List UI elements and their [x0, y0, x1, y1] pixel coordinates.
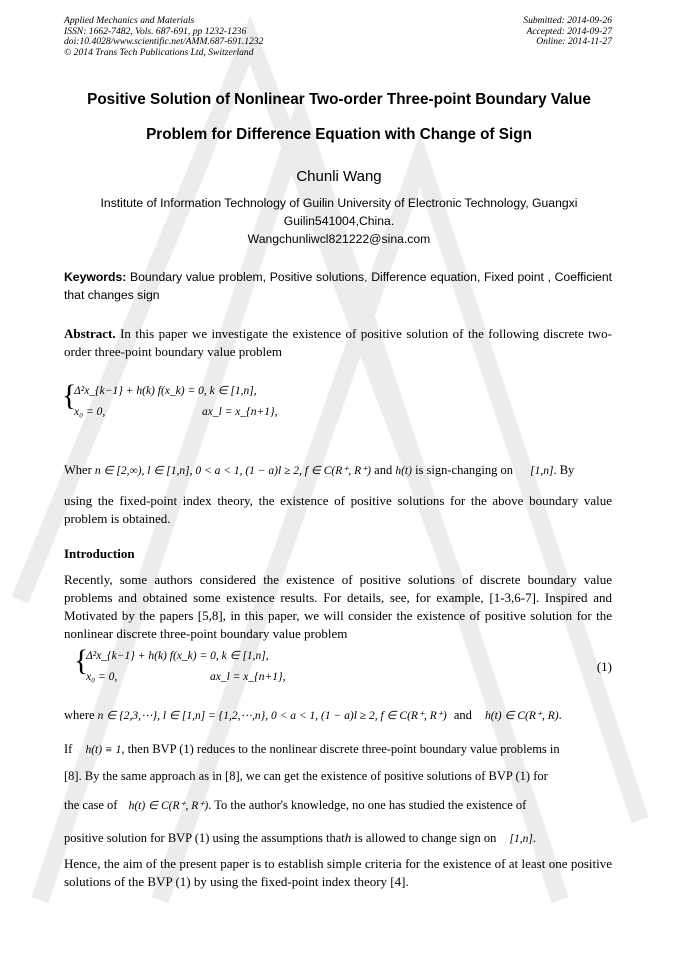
- equation-line-2a: x₀ = 0,: [74, 406, 106, 418]
- change-sign-text: is allowed to change sign on: [354, 831, 497, 845]
- h-identity: h(t) ≡ 1: [85, 744, 122, 756]
- where-conditions: n ∈ {2,3,⋯}, l ∈ [1,n] = {1,2,⋯,n}, 0 < a < 1, (1 − a)l ≥ 2, f ∈ C(R⁺, R⁺): [97, 710, 447, 722]
- abstract: [64, 325, 612, 361]
- affiliation-line-1: Institute of Information Technology of Guilin University of Electronic Technology, Guangxi: [100, 196, 578, 210]
- abstract-label: Abstract.: [64, 326, 116, 341]
- equation-1-line-1: Δ²x_{k−1} + h(k) f(x_k) = 0, k ∈ [1,n],: [86, 650, 269, 662]
- dates-header: [523, 16, 612, 48]
- case-rest: . To the author's knowledge, no one has studied the existence of: [208, 798, 527, 812]
- keywords-text: Boundary value problem, Positive solutions, Difference equation, Fixed point , Coefficient that changes sign: [64, 270, 612, 302]
- period: .: [532, 831, 536, 845]
- where-conditions: n ∈ [2,∞), l ∈ [1,n], 0 < a < 1, (1 − a)l ≥ 2, f ∈ C(R⁺, R⁺): [94, 465, 372, 477]
- issn-line: ISSN: 1662-7482, Vols. 687-691, pp 1232-1236: [64, 25, 247, 37]
- if-line: [64, 742, 560, 757]
- sign-changing-text: is sign-changing on: [415, 463, 513, 477]
- if-rest: , then BVP (1) reduces to the nonlinear discrete three-point boundary value problems in: [121, 742, 560, 756]
- h-function: h(t): [395, 465, 412, 477]
- introduction-paragraph: Recently, some authors considered the existence of positive solutions of discrete boundary value problems and obtained some existence results. For details, see, for example, [1-3,6-7]. Inspired and Motivated by the papers [5,8], in this paper, we will consider the existence of positive solution for the nonlinear discrete three-point boundary value problem: [64, 572, 612, 641]
- h-symbol: h: [344, 830, 352, 845]
- doi-line: doi:10.4028/www.scientific.net/AMM.687-691.1232: [64, 36, 264, 48]
- equation-brace: {: [62, 379, 77, 412]
- if-word: If: [64, 742, 73, 756]
- keywords: [64, 268, 612, 304]
- journal-header: [64, 16, 263, 58]
- equation-number: (1): [596, 659, 612, 674]
- and-word: and: [453, 708, 472, 722]
- equation-line-2b: ax_l = x_{n+1},: [202, 406, 278, 418]
- assumptions-line: [64, 830, 536, 846]
- copyright-line: © 2014 Trans Tech Publications Ltd, Switzerland: [64, 46, 254, 58]
- interval: [1,n]: [509, 833, 533, 845]
- paper-title-line-2: Problem for Difference Equation with Change of Sign: [146, 126, 532, 143]
- by-text: . By: [553, 463, 575, 477]
- abstract-where-line: [64, 463, 574, 478]
- submitted-date: Submitted: 2014-09-26: [523, 15, 612, 26]
- assumptions-text: positive solution for BVP (1) using the assumptions that: [64, 831, 345, 845]
- author-name: Chunli Wang: [296, 168, 382, 185]
- approach-line: [8]. By the same approach as in [8], we can get the existence of positive solutions of BVP (1) for: [64, 769, 548, 783]
- case-text: the case of: [64, 798, 118, 812]
- paper-title-line-1: Positive Solution of Nonlinear Two-order Three-point Boundary Value: [87, 91, 591, 108]
- online-date: Online: 2014-11-27: [536, 36, 612, 48]
- and-word: and: [374, 463, 393, 477]
- aim-paragraph: Hence, the aim of the present paper is to establish simple criteria for the existence of at least one positive solutions of the BVP (1) by using the fixed-point index theory [4].: [64, 856, 612, 889]
- abstract-conclusion: using the fixed-point index theory, the existence of positive solutions for the above boundary value problem is obtained.: [64, 493, 612, 526]
- equation-line-1: Δ²x_{k−1} + h(k) f(x_k) = 0, k ∈ [1,n],: [74, 385, 257, 397]
- introduction-heading: Introduction: [64, 546, 135, 561]
- case-line: [64, 798, 526, 813]
- keywords-label: Keywords:: [64, 270, 127, 284]
- equation-1-line-2a: x₀ = 0,: [86, 671, 118, 683]
- where-word: where: [64, 708, 95, 722]
- accepted-date: Accepted: 2014-09-27: [526, 25, 612, 37]
- where-word: Wher: [64, 463, 92, 477]
- period: .: [558, 708, 562, 722]
- equation-1-line-2b: ax_l = x_{n+1},: [210, 671, 286, 683]
- interval: [1,n]: [530, 465, 554, 477]
- journal-name: Applied Mechanics and Materials: [64, 15, 195, 26]
- author-email: Wangchunliwcl821222@sina.com: [247, 232, 431, 246]
- equation-1-brace: {: [74, 644, 89, 677]
- h-function-class: h(t) ∈ C(R⁺, R): [485, 710, 559, 722]
- intro-where-line: [64, 708, 562, 723]
- abstract-text: In this paper we investigate the existence of positive solution of the following discrete two-order three-point boundary value problem: [64, 326, 612, 359]
- affiliation-line-2: Guilin541004,China.: [283, 214, 395, 228]
- h-positive-class: h(t) ∈ C(R⁺, R⁺): [128, 800, 209, 812]
